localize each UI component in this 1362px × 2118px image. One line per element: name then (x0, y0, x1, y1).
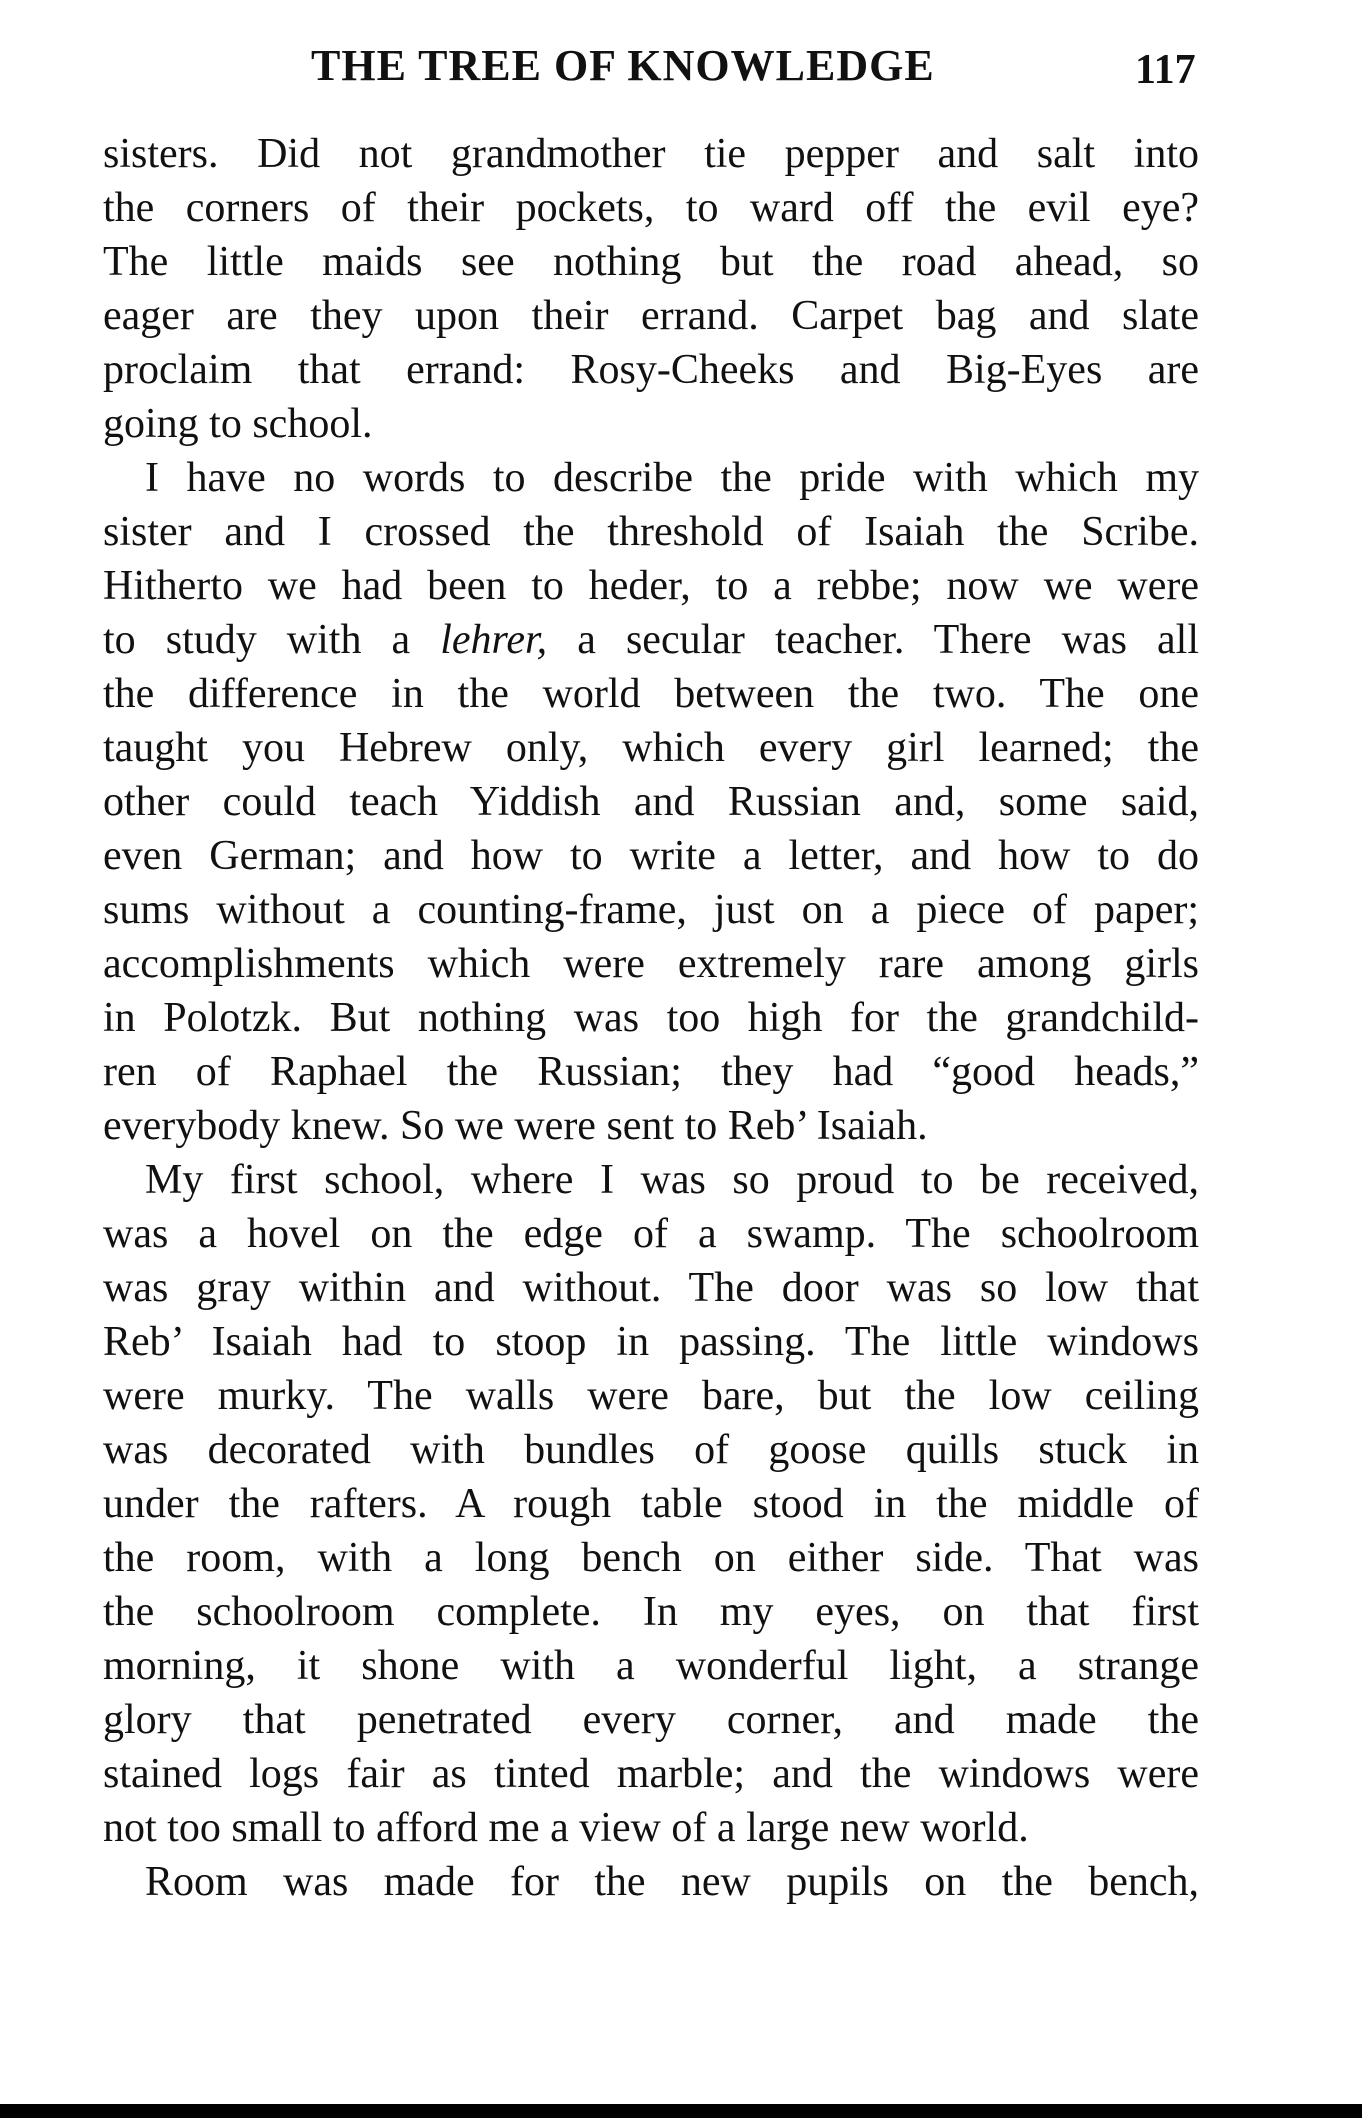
running-title: THE TREE OF KNOWLEDGE (311, 41, 935, 90)
text-line: in Polotzk. But nothing was too high for the grandchild- (103, 995, 1199, 1041)
text-line (103, 613, 1199, 667)
text-line: other could teach Yiddish and Russian and, some said, (103, 779, 1199, 825)
text-line: sisters. Did not grandmother tie pepper and salt into (103, 131, 1199, 177)
text-line: Room was made for the new pupils on the bench, (145, 1859, 1199, 1905)
text-line-end: a secular teacher. There was all (547, 617, 1199, 663)
text-line: Hitherto we had been to heder, to a rebbe; now we were (103, 563, 1199, 609)
text-line: was a hovel on the edge of a swamp. The schoolroom (103, 1211, 1199, 1257)
text-line: were murky. The walls were bare, but the low ceiling (103, 1373, 1199, 1419)
body-text (103, 127, 1199, 1909)
text-line: taught you Hebrew only, which every girl learned; the (103, 725, 1199, 771)
text-line: Reb’ Isaiah had to stoop in passing. The little windows (103, 1319, 1199, 1365)
text-line: was gray within and without. The door was so low that (103, 1265, 1199, 1311)
text-line: ren of Raphael the Russian; they had “good heads,” (103, 1049, 1199, 1095)
text-line: going to school. (103, 401, 373, 447)
text-line: stained logs fair as tinted marble; and the windows were (103, 1751, 1199, 1797)
text-line: My first school, where I was so proud to be received, (145, 1157, 1199, 1203)
text-line: even German; and how to write a letter, and how to do (103, 833, 1199, 879)
text-line-start: to study with a (103, 617, 441, 663)
text-line: the room, with a long bench on either side. That was (103, 1535, 1199, 1581)
text-line: everybody knew. So we were sent to Reb’ Isaiah. (103, 1103, 928, 1149)
text-line: sister and I crossed the threshold of Isaiah the Scribe. (103, 509, 1199, 555)
text-line: eager are they upon their errand. Carpet bag and slate (103, 293, 1199, 339)
page-number: 117 (1135, 47, 1196, 93)
text-line: proclaim that errand: Rosy-Cheeks and Big-Eyes are (103, 347, 1199, 393)
text-line: sums without a counting-frame, just on a piece of paper; (103, 887, 1199, 933)
italic-word: lehrer, (440, 617, 548, 663)
text-line: under the rafters. A rough table stood in the middle of (103, 1481, 1199, 1527)
text-line: the corners of their pockets, to ward off the evil eye? (103, 185, 1199, 231)
text-line: I have no words to describe the pride with which my (145, 455, 1199, 501)
text-line: morning, it shone with a wonderful light, a strange (103, 1643, 1199, 1689)
text-line: not too small to afford me a view of a large new world. (103, 1805, 1029, 1851)
running-head (103, 40, 1203, 100)
text-line: glory that penetrated every corner, and made the (103, 1697, 1199, 1743)
text-line: accomplishments which were extremely rare among girls (103, 941, 1199, 987)
text-line: the schoolroom complete. In my eyes, on that first (103, 1589, 1199, 1635)
scan-edge-rule (0, 2104, 1362, 2118)
text-line: The little maids see nothing but the road ahead, so (103, 239, 1199, 285)
text-line: the difference in the world between the two. The one (103, 671, 1199, 717)
text-line: was decorated with bundles of goose quills stuck in (103, 1427, 1199, 1473)
